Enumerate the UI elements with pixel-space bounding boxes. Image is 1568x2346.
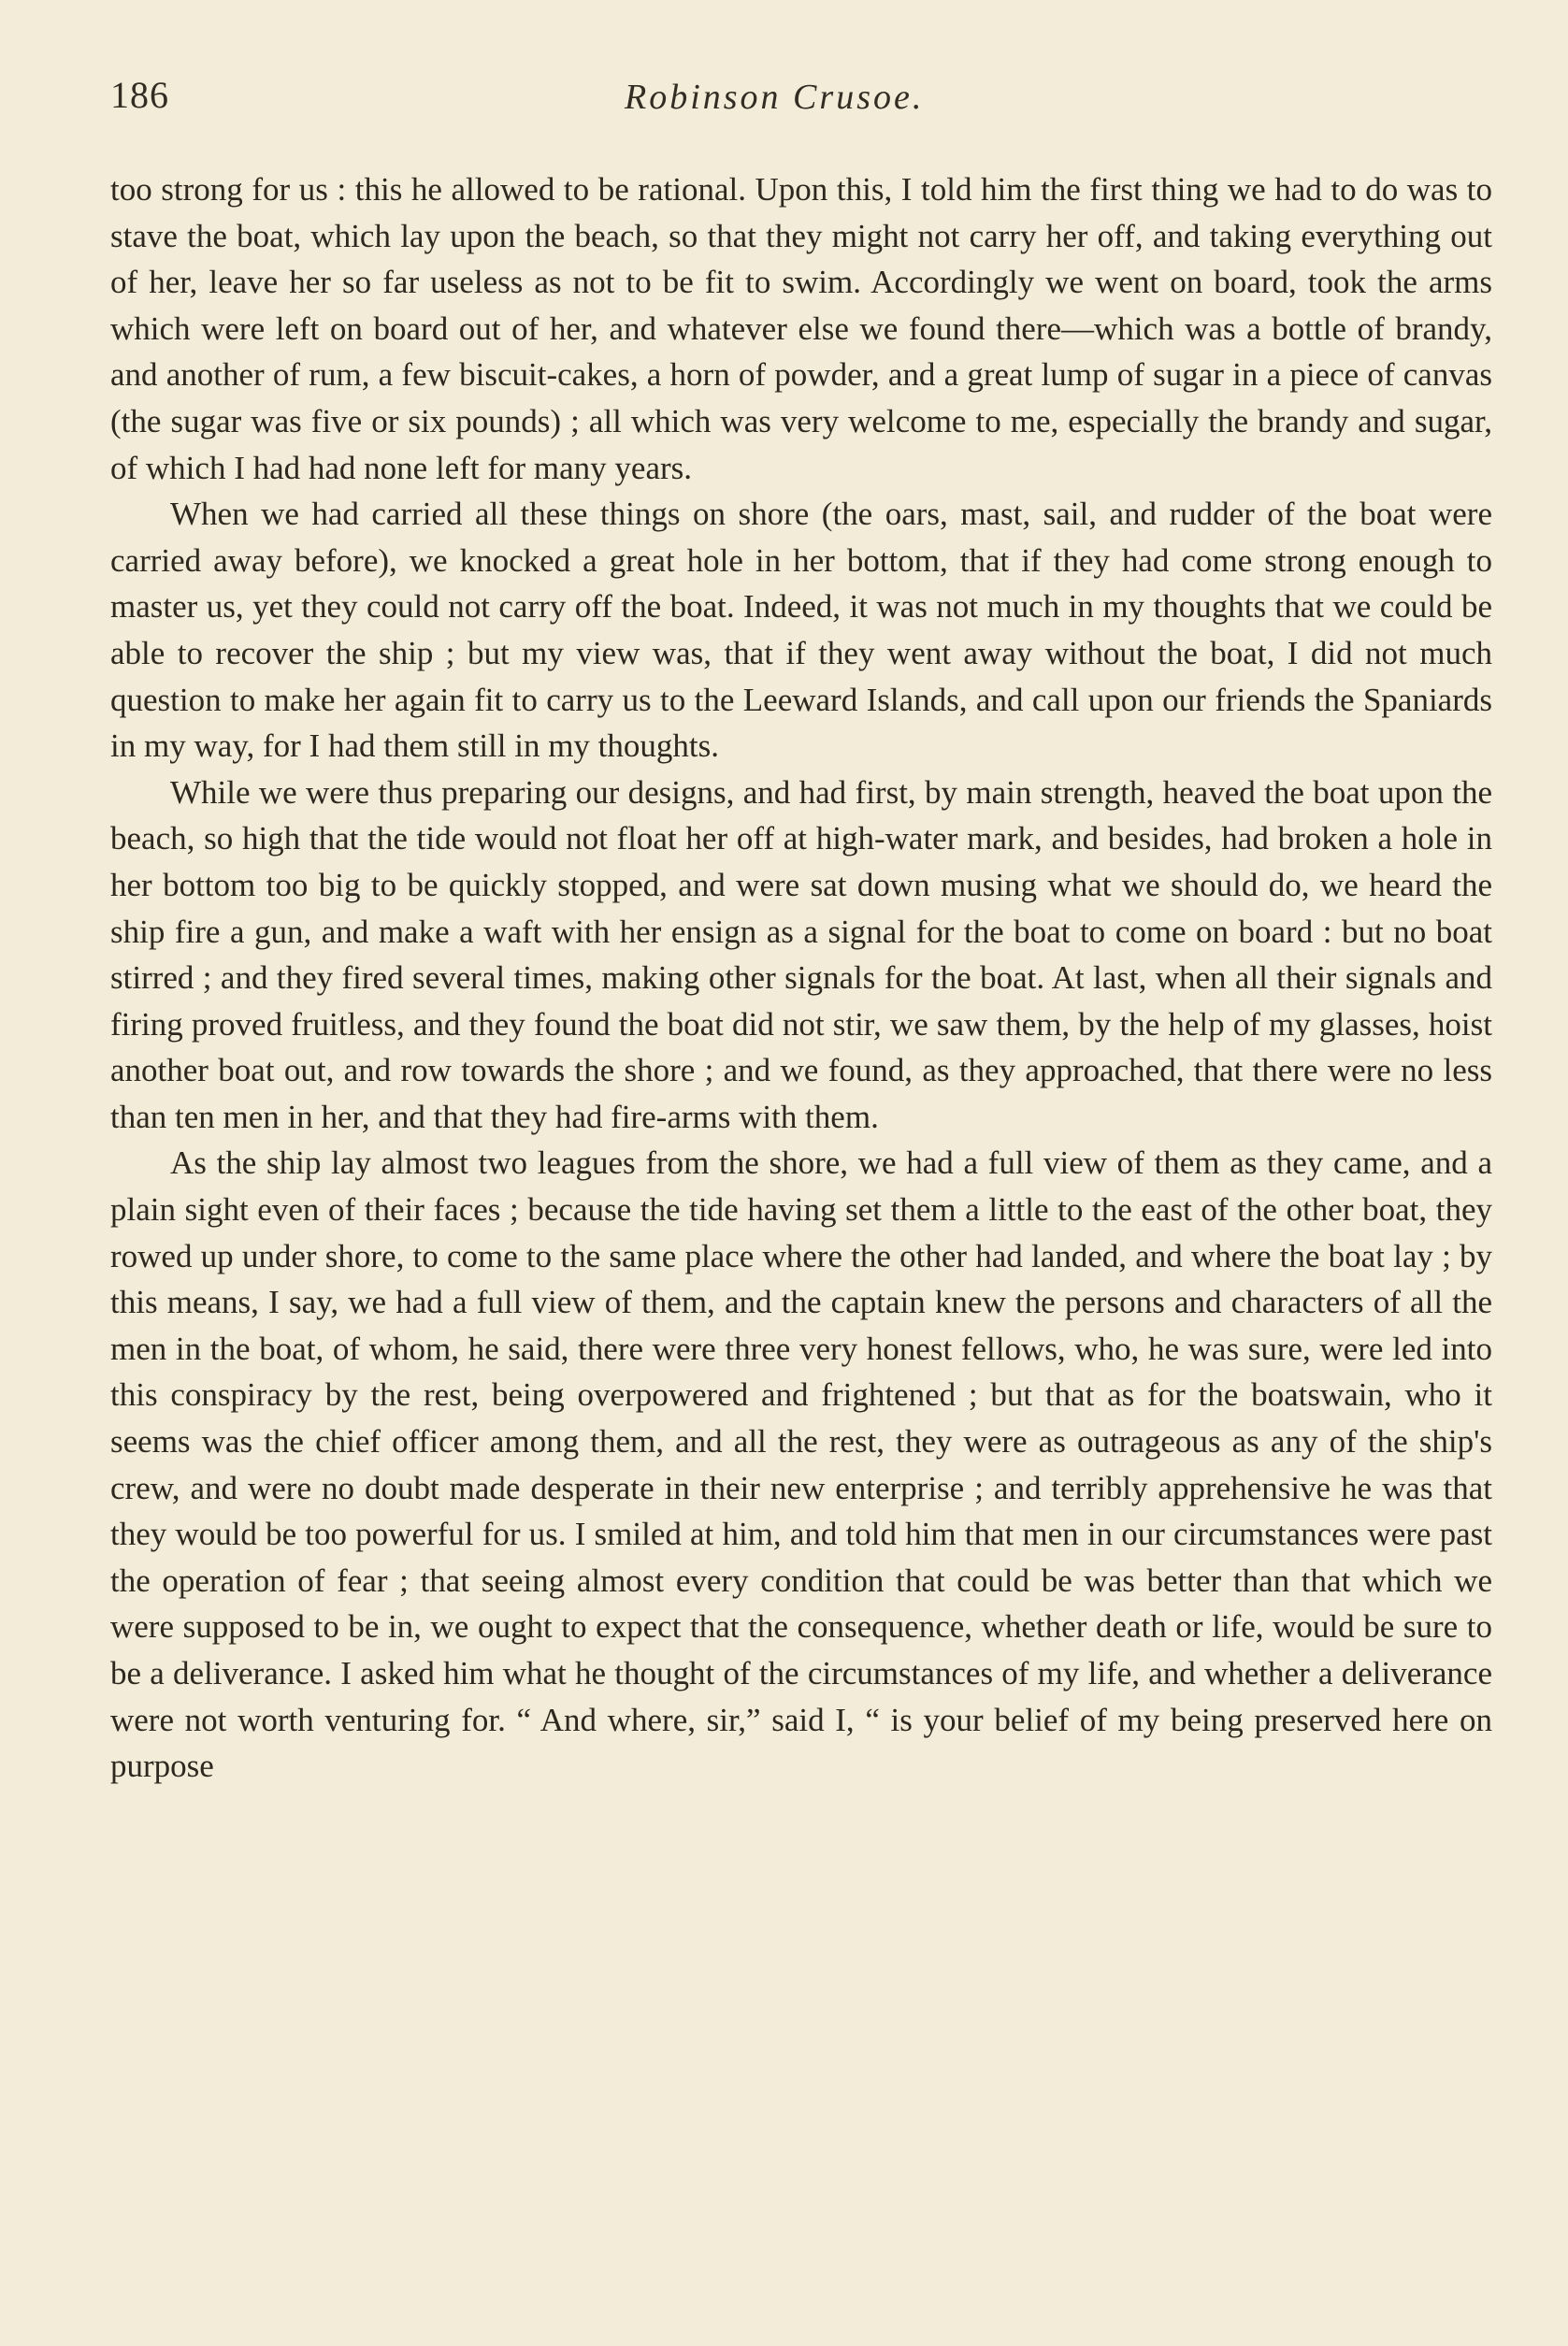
paragraph: too strong for us : this he allowed to be rational. Upon this, I told him the first thing we had to do was to stave the boat, which lay upon the beach, so that they might not carry her off, and taking everything out of her, leave her so far useless as not to be fit to swim. Accordingly we went on board, took the arms which were left on board out of her, and whatever else we found there—which was a bottle of brandy, and another of rum, a few biscuit-cakes, a horn of powder, and a great lump of sugar in a piece of canvas (the sugar was five or six pounds) ; all which was very welcome to me, especially the brandy and sugar, of which I had had none left for many years. xyxy=(110,171,1492,486)
body-text xyxy=(110,166,1492,1790)
paragraph: As the ship lay almost two leagues from the shore, we had a full view of them as they came, and a plain sight even of their faces ; because the tide having set them a little to the east of the other boat, they rowed up under shore, to come to the same place where the other had landed, and where the boat lay ; by this means, I say, we had a full view of them, and the captain knew the persons and characters of all the men in the boat, of whom, he said, there were three very honest fellows, who, he was sure, were led into this conspiracy by the rest, being overpowered and frightened ; but that as for the boatswain, who it seems was the chief officer among them, and all the rest, they were as outrageous as any of the ship's crew, and were no doubt made desperate in their new enterprise ; and terribly apprehensive he was that they would be too powerful for us. I smiled at him, and told him that men in our circumstances were past the operation of fear ; that seeing almost every condition that could be was better than that which we were supposed to be in, we ought to expect that the consequence, whether death or life, would be sure to be a deliverance. I asked him what he thought of the circumstances of my life, and whether a deliverance were not worth venturing for. “ And where, sir,” said I, “ is your belief of my being preserved here on purpose xyxy=(110,1144,1492,1785)
page-header xyxy=(110,73,1494,129)
page-number: 186 xyxy=(110,74,169,116)
paragraph: While we were thus preparing our designs, and had first, by main strength, heaved the boat upon the beach, so high that the tide would not float her off at high-water mark, and besides, had broken a hole in her bottom too big to be quickly stopped, and were sat down musing what we should do, we heard the ship fire a gun, and make a waft with her ensign as a signal for the boat to come on board : but no boat stirred ; and they fired several times, making other signals for the boat. At last, when all their signals and firing proved fruitless, and they found the boat did not stir, we saw them, by the help of my glasses, hoist another boat out, and row towards the shore ; and we found, as they approached, that there were no less than ten men in her, and that they had fire-arms with them. xyxy=(110,773,1492,1135)
paragraph: When we had carried all these things on shore (the oars, mast, sail, and rudder of the boat were carried away before), we knocked a great hole in her bottom, that if they had come strong enough to master us, yet they could not carry off the boat. Indeed, it was not much in my thoughts that we could be able to recover the ship ; but my view was, that if they went away without the boat, I did not much question to make her again fit to carry us to the Leeward Islands, and call upon our friends the Spaniards in my way, for I had them still in my thoughts. xyxy=(110,496,1492,765)
running-title: Robinson Crusoe. xyxy=(625,78,925,117)
